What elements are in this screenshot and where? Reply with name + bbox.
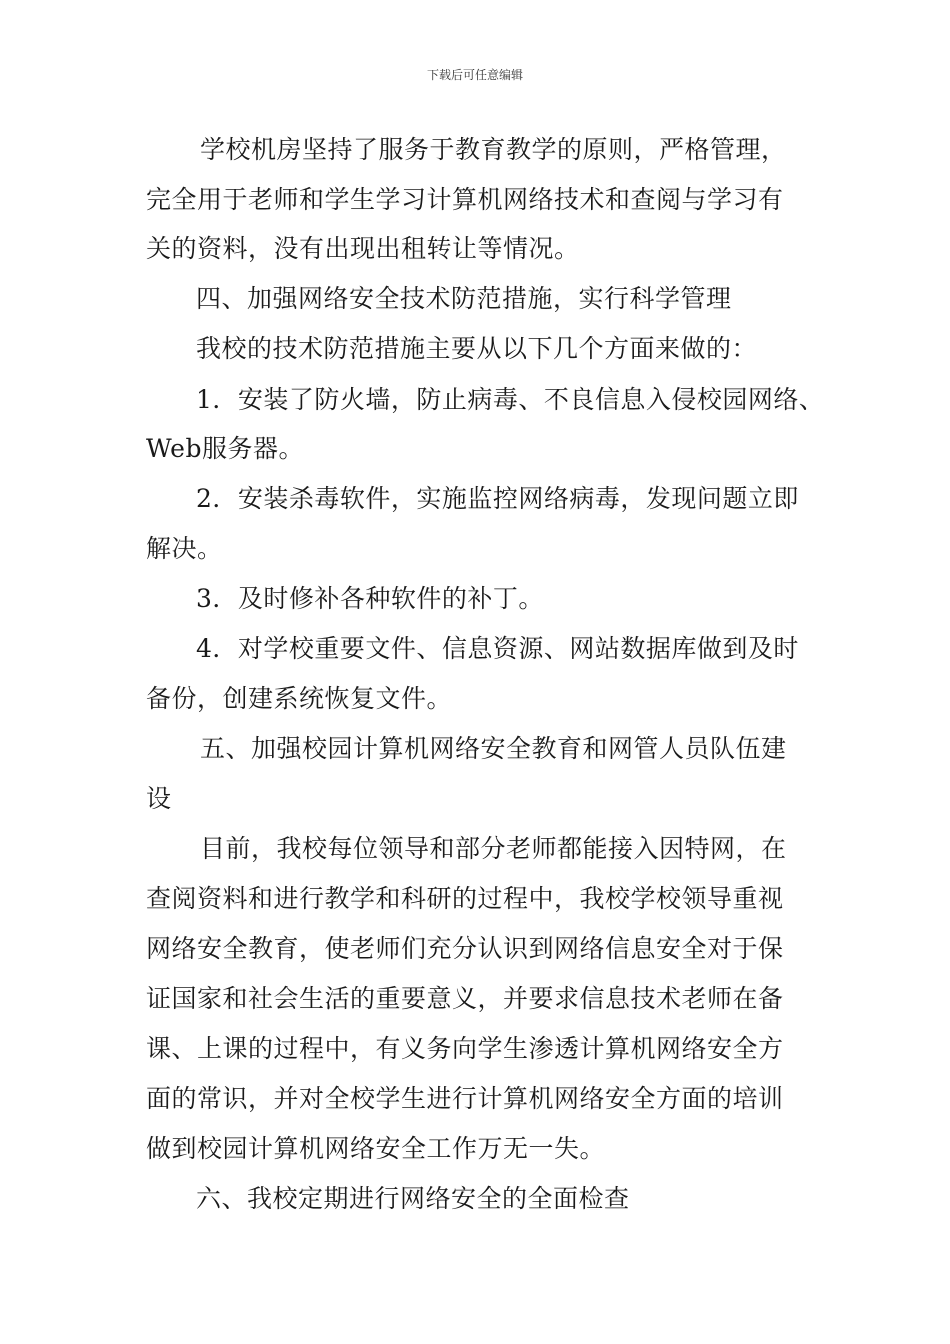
paragraph-line: 网络安全教育，使老师们充分认识到网络信息安全对于保 [146, 934, 784, 963]
section-heading-continued: 设 [146, 784, 172, 813]
paragraph-line: 做到校园计算机网络安全工作万无一失。 [146, 1134, 606, 1163]
list-item: 4．对学校重要文件、信息资源、网站数据库做到及时 [196, 634, 799, 663]
paragraph-line: 目前，我校每位领导和部分老师都能接入因特网，在 [200, 834, 787, 863]
section-heading: 四、加强网络安全技术防范措施，实行科学管理 [196, 284, 732, 313]
list-item: 3．及时修补各种软件的补丁。 [196, 584, 544, 613]
paragraph-line: 备份，创建系统恢复文件。 [146, 684, 453, 713]
list-item: 1．安装了防火墙，防止病毒、不良信息入侵校园网络、 [196, 385, 825, 414]
paragraph-line: 解决。 [146, 534, 223, 563]
paragraph-line: 证国家和社会生活的重要意义，并要求信息技术老师在备 [146, 984, 784, 1013]
paragraph-line: 学校机房坚持了服务于教育教学的原则，严格管理， [200, 135, 787, 164]
section-heading: 五、加强校园计算机网络安全教育和网管人员队伍建 [200, 734, 787, 763]
paragraph-line: 关的资料，没有出现出租转让等情况。 [146, 234, 580, 263]
paragraph-line: 课、上课的过程中，有义务向学生渗透计算机网络安全方 [146, 1034, 784, 1063]
paragraph-line: 完全用于老师和学生学习计算机网络技术和查阅与学习有 [146, 185, 784, 214]
section-heading: 六、我校定期进行网络安全的全面检查 [196, 1184, 630, 1213]
paragraph-line: 面的常识，并对全校学生进行计算机网络安全方面的培训 [146, 1084, 784, 1113]
header-note: 下载后可任意编辑 [426, 68, 523, 82]
paragraph-line: 我校的技术防范措施主要从以下几个方面来做的： [196, 334, 758, 363]
paragraph-line: Web服务器。 [146, 434, 304, 463]
paragraph-line: 查阅资料和进行教学和科研的过程中，我校学校领导重视 [146, 884, 784, 913]
list-item: 2．安装杀毒软件，实施监控网络病毒，发现问题立即 [196, 484, 799, 513]
